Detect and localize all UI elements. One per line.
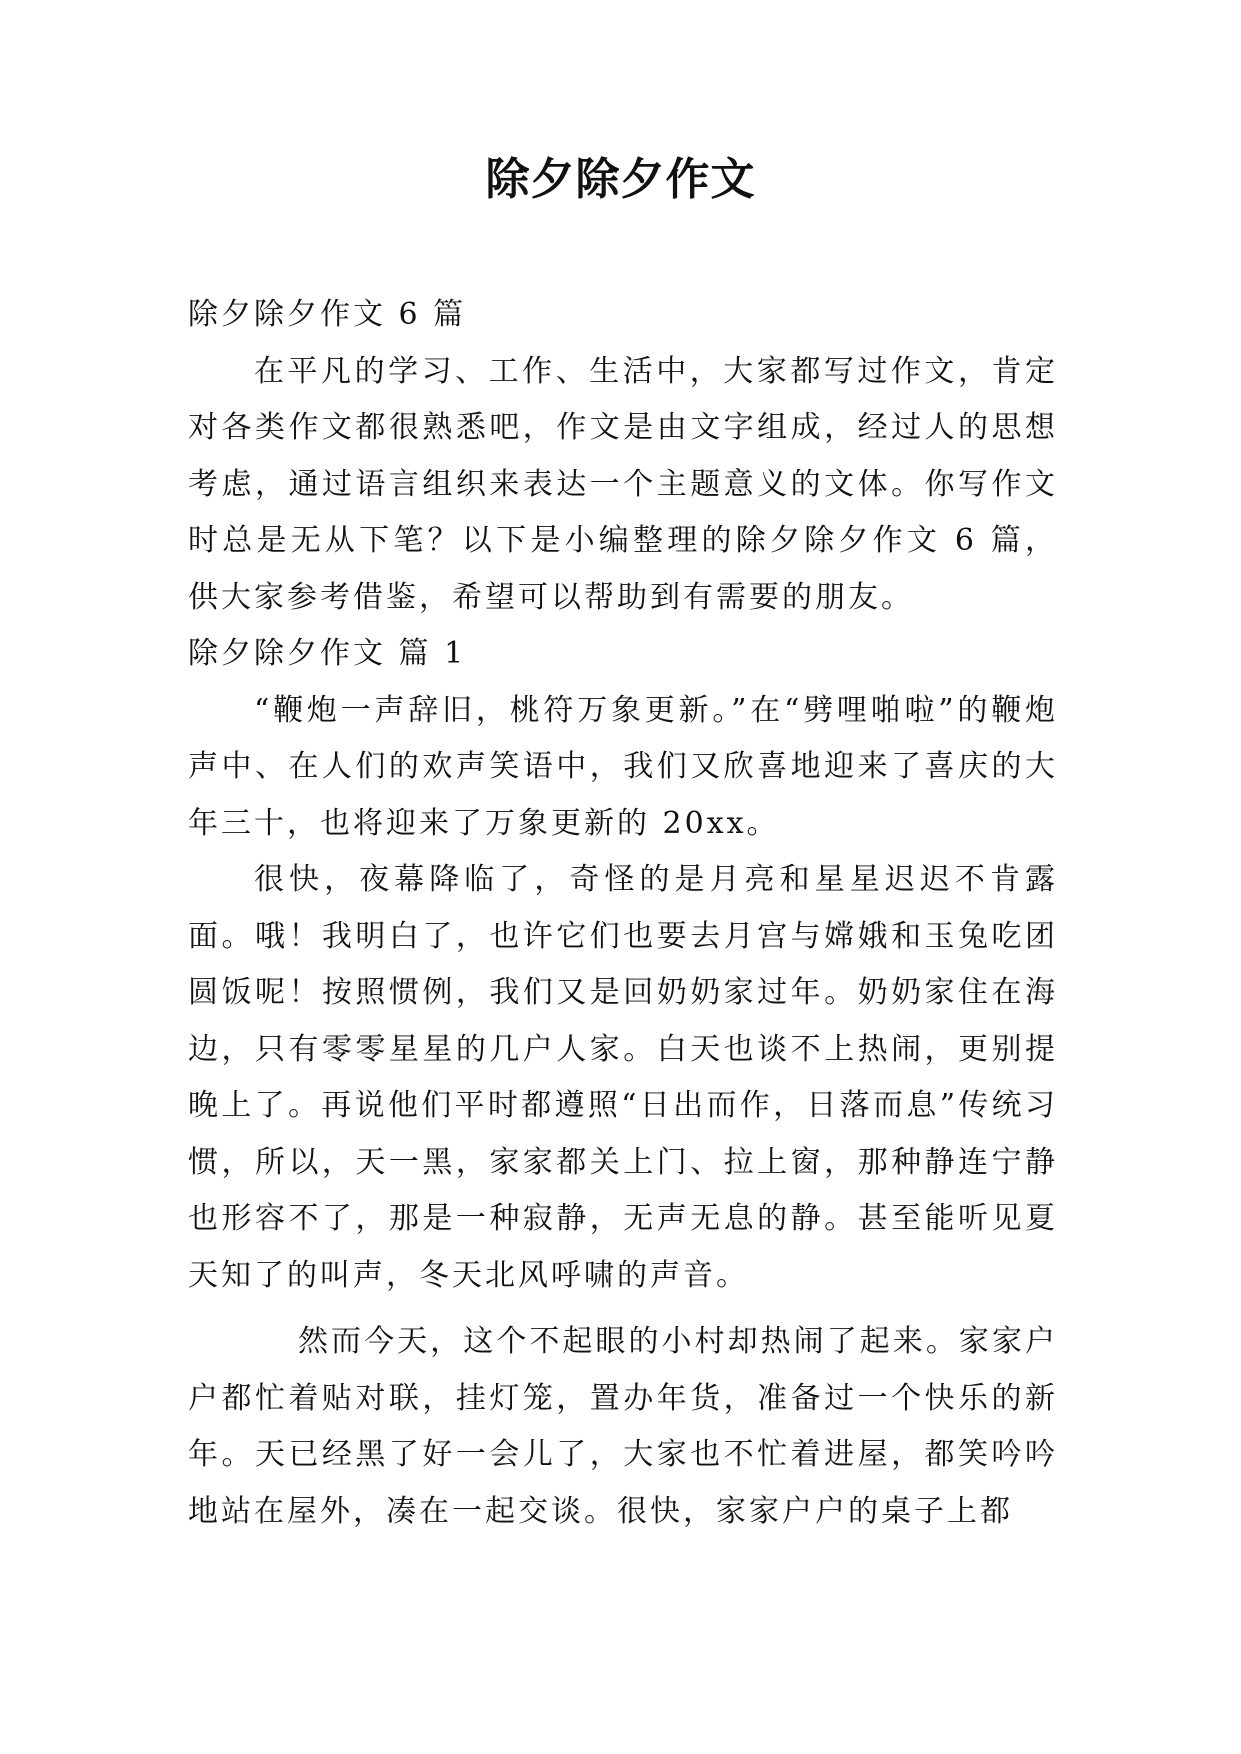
body-paragraph-1: “鞭炮一声辞旧，桃符万象更新。”在“劈哩啪啦”的鞭炮声中、在人们的欢声笑语中，我们又欣喜地迎来了喜庆的大年三十，也将迎来了万象更新的 20xx。	[188, 692, 1058, 841]
body-paragraph-2: 很快，夜幕降临了，奇怪的是月亮和星星迟迟不肯露面。哦！我明白了，也许它们也要去月宫与嫦娥和玉兔吃团圆饭呢！按照惯例，我们又是回奶奶家过年。奶奶家住在海边，只有零零星星的几户人家。白天也谈不上热闹，更别提晚上了。再说他们平时都遵照“日出而作，日落而息”传统习惯，所以，天一黑，家家都关上门、拉上窗，那种静连宁静也形容不了，那是一种寂静，无声无息的静。甚至能听见夏天知了的叫声，冬天北风呼啸的声音。	[188, 862, 1058, 1293]
document-subtitle: 除夕除夕作文 6 篇	[188, 297, 467, 332]
body-paragraph-3: 然而今天，这个不起眼的小村却热闹了起来。家家户户都忙着贴对联，挂灯笼，置办年货，准备过一个快乐的新年。天已经黑了好一会儿了，大家也不忙着进屋，都笑吟吟地站在屋外，凑在一起交谈。很快，家家户户的桌子上都	[188, 1324, 1058, 1529]
section-heading: 除夕除夕作文 篇 1	[188, 636, 467, 671]
intro-paragraph: 在平凡的学习、工作、生活中，大家都写过作文，肯定对各类作文都很熟悉吧，作文是由文字组成，经过人的思想考虑，通过语言组织来表达一个主题意义的文体。你写作文时总是无从下笔？以下是小编整理的除夕除夕作文 6 篇，供大家参考借鉴，希望可以帮助到有需要的朋友。	[188, 353, 1058, 615]
document-title: 除夕除夕作文	[485, 154, 756, 205]
document-body	[188, 287, 1058, 1540]
